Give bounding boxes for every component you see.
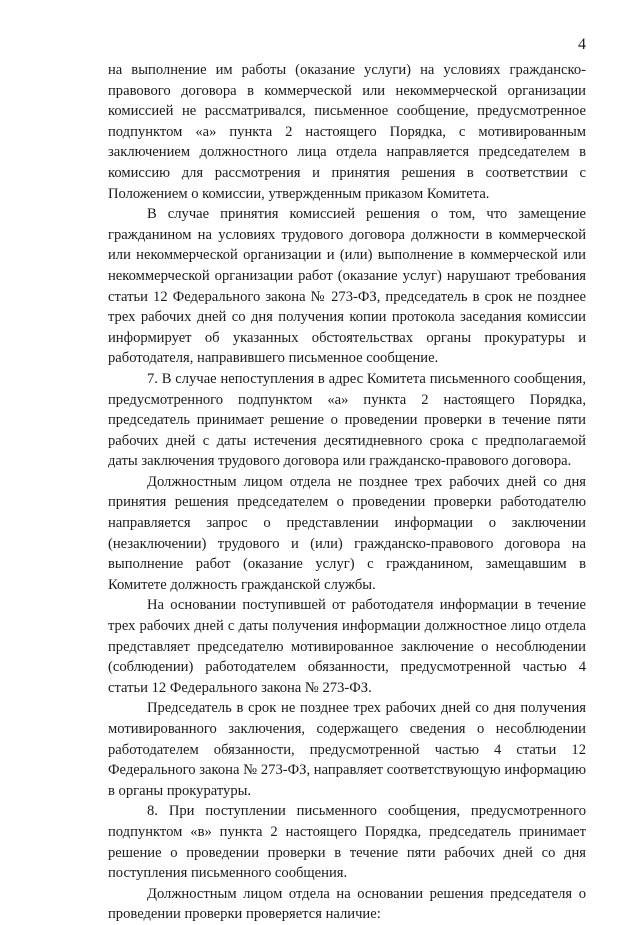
paragraph-item-7: 7. В случае непоступления в адрес Комитета письменного сообщения, предусмотренного подпунктом «а» пункта 2 настоящего Порядка, председатель принимает решение о проведении проверки в течение пяти рабочих дней с даты истечения десятидневного срока с предполагаемой даты заключения трудового договора или гражданско-правового договора. [108, 370, 586, 470]
paragraph-continuation: на выполнение им работы (оказание услуги) на условиях гражданско-правового договора в коммерческой или некоммерческой организации комиссией не рассматривался, письменное сообщение, предусмотренное подпунктом «а» пункта 2 настоящего Порядка, с мотивированным заключением должностного лица отдела направляется председателем в комиссию для рассмотрения и принятия решения в соответствии с Положением о комиссии, утвержденным приказом Комитета. [108, 62, 586, 202]
page-number: 4 [578, 36, 586, 53]
paragraph-prosecutor-notice: Председатель в срок не позднее трех рабочих дней со дня получения мотивированного заключения, содержащего сведения о несоблюдении работодателем обязанности, предусмотренной частью 4 статьи 12 Федерального закона № 273-ФЗ, направляет соответствующую информацию в органы прокуратуры. [108, 700, 586, 799]
paragraph-employer-request: Должностным лицом отдела не позднее трех рабочих дней со дня принятия решения председателем о проведении проверки работодателю направляется запрос о представлении информации о заключении (незаключении) трудового и (или) гражданско-правового договора на выполнение работ (оказание услуг) с гражданином, замещавшим в Комитете должность гражданской службы. [108, 473, 586, 593]
document-body [108, 60, 586, 925]
paragraph-check-presence: Должностным лицом отдела на основании решения председателя о проведении проверки проверяется наличие: [108, 885, 586, 923]
paragraph-commission-decision: В случае принятия комиссией решения о том, что замещение гражданином на условиях трудового договора должности в коммерческой или некоммерческой организации и (или) выполнение в коммерческой или некоммерческой организации работ (оказание услуг) нарушают требования статьи 12 Федерального закона № 273-ФЗ, председатель в срок не позднее трех рабочих дней со дня получения копии протокола заседания комиссии информирует об указанных обстоятельствах органы прокуратуры и работодателя, направившего письменное сообщение. [108, 206, 586, 367]
paragraph-motivated-conclusion: На основании поступившей от работодателя информации в течение трех рабочих дней с даты получения информации должностное лицо отдела представляет председателю мотивированное заключение о несоблюдении (соблюдении) работодателем обязанности, предусмотренной частью 4 статьи 12 Федерального закона № 273-ФЗ. [108, 597, 586, 696]
paragraph-item-8: 8. При поступлении письменного сообщения, предусмотренного подпунктом «в» пункта 2 настоящего Порядка, председатель принимает решение о проведении проверки в течение пяти рабочих дней со дня поступления письменного сообщения. [108, 803, 586, 882]
